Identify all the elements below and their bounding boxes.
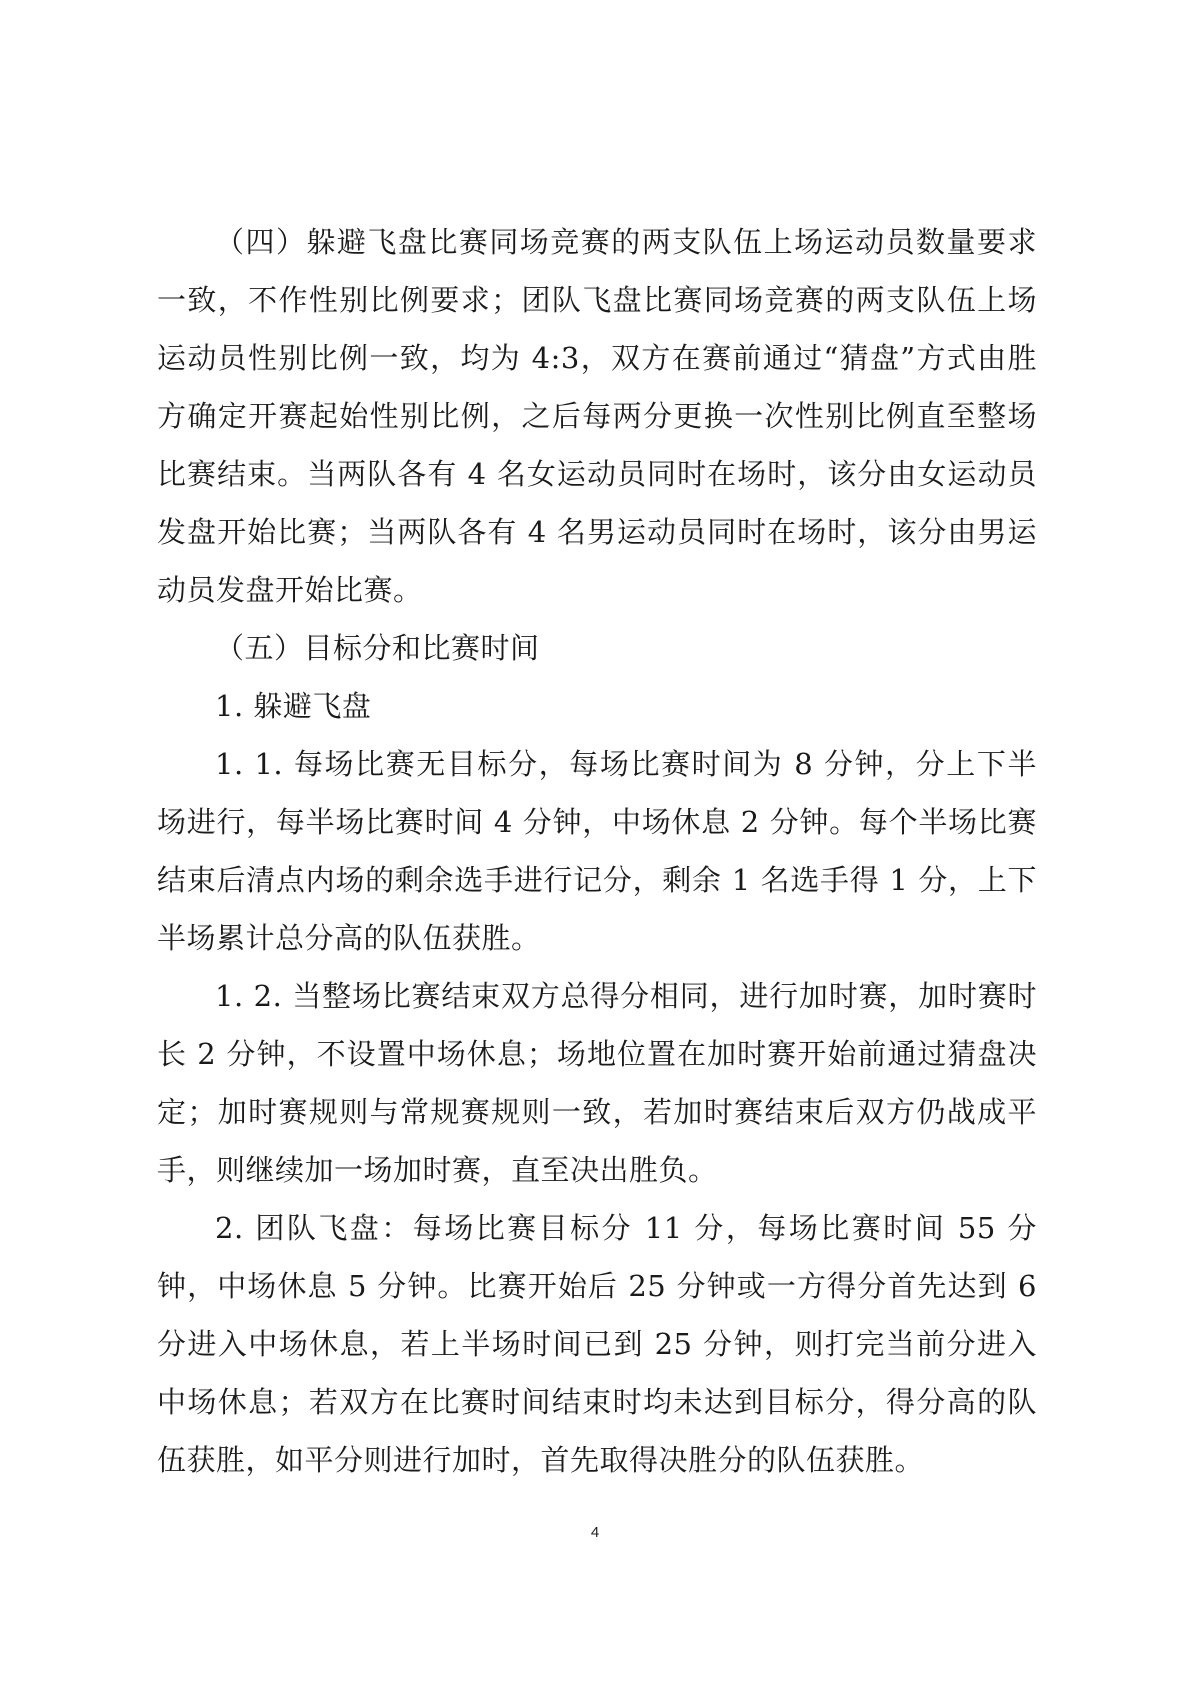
document-body — [157, 213, 1037, 1489]
paragraph-dodge-scoring: 1. 1. 每场比赛无目标分，每场比赛时间为 8 分钟，分上下半场进行，每半场比赛时间 4 分钟，中场休息 2 分钟。每个半场比赛结束后清点内场的剩余选手进行记分，剩余 1 名选手得 1 分，上下半场累计总分高的队伍获胜。 — [157, 747, 1037, 955]
page-number: 4 — [590, 1524, 600, 1541]
paragraph-team-frisbee: 2. 团队飞盘：每场比赛目标分 11 分，每场比赛时间 55 分钟，中场休息 5 分钟。比赛开始后 25 分钟或一方得分首先达到 6 分进入中场休息，若上半场时间已到 25 分钟，则打完当前分进入中场休息；若双方在比赛时间结束时均未达到目标分，得分高的队伍获胜，如平分则进行加时，首先取得决胜分的队伍获胜。 — [157, 1211, 1037, 1477]
section-heading-target-score-time: （五）目标分和比赛时间 — [215, 631, 540, 665]
paragraph-gender-ratio: （四）躲避飞盘比赛同场竞赛的两支队伍上场运动员数量要求一致，不作性别比例要求；团队飞盘比赛同场竞赛的两支队伍上场运动员性别比例一致，均为 4:3，双方在赛前通过“猜盘”方式由胜方确定开赛起始性别比例，之后每两分更换一次性别比例直至整场比赛结束。当两队各有 4 名女运动员同时在场时，该分由女运动员发盘开始比赛；当两队各有 4 名男运动员同时在场时，该分由男运动员发盘开始比赛。 — [157, 225, 1037, 607]
subheading-dodge-frisbee: 1. 躲避飞盘 — [215, 689, 372, 723]
paragraph-dodge-overtime: 1. 2. 当整场比赛结束双方总得分相同，进行加时赛，加时赛时长 2 分钟，不设置中场休息；场地位置在加时赛开始前通过猜盘决定；加时赛规则与常规赛规则一致，若加时赛结束后双方仍战成平手，则继续加一场加时赛，直至决出胜负。 — [157, 979, 1037, 1187]
